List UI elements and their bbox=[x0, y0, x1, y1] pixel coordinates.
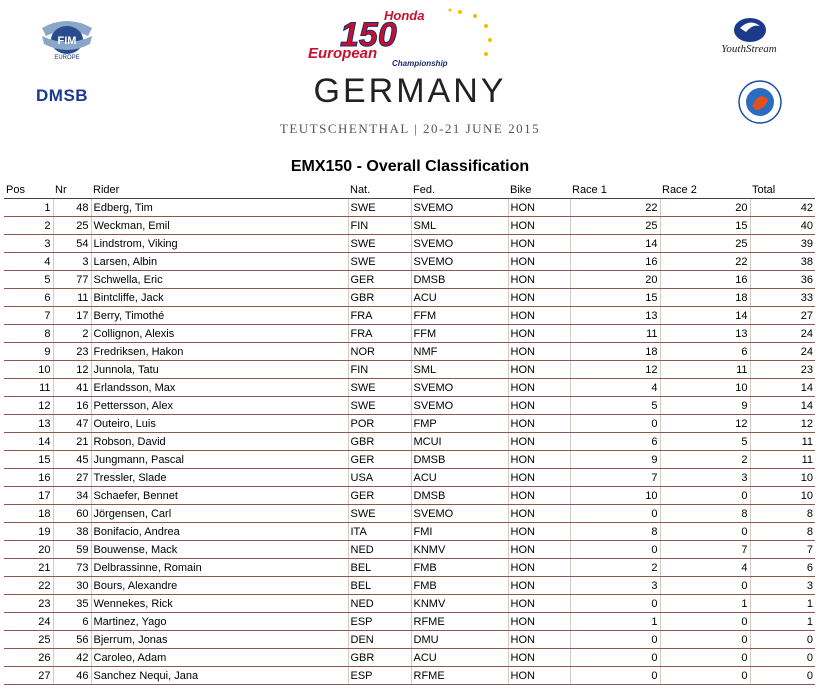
cell-fed: KNMV bbox=[411, 595, 508, 613]
cell-bike: HON bbox=[508, 217, 570, 235]
cell-race2: 4 bbox=[660, 559, 750, 577]
cell-bike: HON bbox=[508, 415, 570, 433]
cell-bike: HON bbox=[508, 379, 570, 397]
cell-fed: FMB bbox=[411, 559, 508, 577]
cell-nat: ITA bbox=[348, 523, 411, 541]
cell-total: 42 bbox=[750, 199, 815, 217]
cell-pos: 5 bbox=[4, 271, 53, 289]
cell-bike: HON bbox=[508, 235, 570, 253]
column-header-pos: Pos bbox=[4, 181, 53, 199]
cell-total: 0 bbox=[750, 649, 815, 667]
cell-pos: 21 bbox=[4, 559, 53, 577]
cell-race1: 0 bbox=[570, 631, 660, 649]
cell-bike: HON bbox=[508, 667, 570, 685]
cell-race2: 14 bbox=[660, 307, 750, 325]
cell-rider: Jörgensen, Carl bbox=[91, 505, 348, 523]
cell-rider: Sanchez Nequi, Jana bbox=[91, 667, 348, 685]
cell-fed: DMSB bbox=[411, 271, 508, 289]
cell-fed: MCUI bbox=[411, 433, 508, 451]
cell-race2: 10 bbox=[660, 379, 750, 397]
cell-rider: Berry, Timothé bbox=[91, 307, 348, 325]
cell-race2: 7 bbox=[660, 541, 750, 559]
cell-race1: 0 bbox=[570, 667, 660, 685]
cell-race2: 0 bbox=[660, 631, 750, 649]
honda-150-logo bbox=[300, 6, 520, 68]
cell-nr: 2 bbox=[53, 325, 91, 343]
cell-pos: 13 bbox=[4, 415, 53, 433]
cell-fed: ACU bbox=[411, 469, 508, 487]
cell-race1: 0 bbox=[570, 415, 660, 433]
cell-pos: 15 bbox=[4, 451, 53, 469]
cell-fed: RFME bbox=[411, 667, 508, 685]
cell-nat: SWE bbox=[348, 505, 411, 523]
cell-bike: HON bbox=[508, 487, 570, 505]
cell-total: 11 bbox=[750, 433, 815, 451]
cell-race1: 5 bbox=[570, 397, 660, 415]
classification-title: EMX150 - Overall Classification bbox=[290, 158, 530, 175]
cell-pos: 27 bbox=[4, 667, 53, 685]
table-row bbox=[4, 559, 815, 577]
cell-fed: FMP bbox=[411, 415, 508, 433]
event-venue-date: TEUTSCHENTHAL | 20-21 JUNE 2015 bbox=[279, 121, 541, 136]
cell-fed: NMF bbox=[411, 343, 508, 361]
cell-nat: FIN bbox=[348, 217, 411, 235]
table-row bbox=[4, 415, 815, 433]
cell-nat: NED bbox=[348, 541, 411, 559]
cell-nat: SWE bbox=[348, 199, 411, 217]
cell-race1: 8 bbox=[570, 523, 660, 541]
cell-race2: 0 bbox=[660, 577, 750, 595]
cell-race2: 2 bbox=[660, 451, 750, 469]
cell-total: 39 bbox=[750, 235, 815, 253]
cell-nr: 25 bbox=[53, 217, 91, 235]
cell-fed: SVEMO bbox=[411, 235, 508, 253]
cell-pos: 16 bbox=[4, 469, 53, 487]
table-row bbox=[4, 271, 815, 289]
cell-rider: Pettersson, Alex bbox=[91, 397, 348, 415]
cell-total: 12 bbox=[750, 415, 815, 433]
cell-rider: Collignon, Alexis bbox=[91, 325, 348, 343]
cell-fed: FMI bbox=[411, 523, 508, 541]
cell-total: 11 bbox=[750, 451, 815, 469]
cell-pos: 22 bbox=[4, 577, 53, 595]
table-row bbox=[4, 343, 815, 361]
column-header-fed: Fed. bbox=[411, 181, 508, 199]
cell-race2: 22 bbox=[660, 253, 750, 271]
cell-rider: Robson, David bbox=[91, 433, 348, 451]
cell-fed: RFME bbox=[411, 613, 508, 631]
logo-championship: Championship bbox=[392, 59, 448, 68]
cell-rider: Tressler, Slade bbox=[91, 469, 348, 487]
cell-fed: FMB bbox=[411, 577, 508, 595]
cell-race1: 0 bbox=[570, 505, 660, 523]
cell-pos: 4 bbox=[4, 253, 53, 271]
cell-race1: 22 bbox=[570, 199, 660, 217]
cell-fed: FFM bbox=[411, 307, 508, 325]
cell-fed: SVEMO bbox=[411, 379, 508, 397]
svg-text:FIM: FIM bbox=[57, 35, 77, 47]
cell-nr: 34 bbox=[53, 487, 91, 505]
cell-pos: 19 bbox=[4, 523, 53, 541]
cell-pos: 9 bbox=[4, 343, 53, 361]
cell-nat: NED bbox=[348, 595, 411, 613]
cell-bike: HON bbox=[508, 613, 570, 631]
cell-race2: 20 bbox=[660, 199, 750, 217]
cell-nr: 48 bbox=[53, 199, 91, 217]
cell-fed: ACU bbox=[411, 289, 508, 307]
cell-fed: SVEMO bbox=[411, 199, 508, 217]
cell-fed: DMU bbox=[411, 631, 508, 649]
table-row bbox=[4, 613, 815, 631]
cell-total: 7 bbox=[750, 541, 815, 559]
cell-rider: Outeiro, Luis bbox=[91, 415, 348, 433]
cell-pos: 11 bbox=[4, 379, 53, 397]
cell-total: 10 bbox=[750, 487, 815, 505]
cell-race1: 16 bbox=[570, 253, 660, 271]
cell-total: 24 bbox=[750, 343, 815, 361]
table-row bbox=[4, 307, 815, 325]
cell-nr: 11 bbox=[53, 289, 91, 307]
youthstream-label: YouthStream bbox=[721, 43, 777, 55]
column-header-total: Total bbox=[750, 181, 815, 199]
cell-rider: Bours, Alexandre bbox=[91, 577, 348, 595]
cell-race2: 0 bbox=[660, 613, 750, 631]
cell-pos: 7 bbox=[4, 307, 53, 325]
cell-race2: 5 bbox=[660, 433, 750, 451]
cell-pos: 23 bbox=[4, 595, 53, 613]
cell-fed: SML bbox=[411, 217, 508, 235]
cell-total: 8 bbox=[750, 505, 815, 523]
cell-nr: 6 bbox=[53, 613, 91, 631]
cell-fed: SVEMO bbox=[411, 253, 508, 271]
cell-nr: 60 bbox=[53, 505, 91, 523]
cell-bike: HON bbox=[508, 361, 570, 379]
cell-fed: ACU bbox=[411, 649, 508, 667]
cell-bike: HON bbox=[508, 559, 570, 577]
table-row bbox=[4, 433, 815, 451]
cell-fed: SVEMO bbox=[411, 505, 508, 523]
cell-pos: 17 bbox=[4, 487, 53, 505]
cell-pos: 10 bbox=[4, 361, 53, 379]
cell-race2: 3 bbox=[660, 469, 750, 487]
cell-nr: 17 bbox=[53, 307, 91, 325]
cell-rider: Bouwense, Mack bbox=[91, 541, 348, 559]
cell-race1: 9 bbox=[570, 451, 660, 469]
cell-bike: HON bbox=[508, 433, 570, 451]
cell-bike: HON bbox=[508, 577, 570, 595]
cell-nr: 45 bbox=[53, 451, 91, 469]
cell-race1: 11 bbox=[570, 325, 660, 343]
table-row bbox=[4, 361, 815, 379]
table-row bbox=[4, 451, 815, 469]
cell-nat: FRA bbox=[348, 325, 411, 343]
column-header-race2: Race 2 bbox=[660, 181, 750, 199]
cell-bike: HON bbox=[508, 595, 570, 613]
cell-fed: SML bbox=[411, 361, 508, 379]
cell-total: 33 bbox=[750, 289, 815, 307]
cell-race1: 0 bbox=[570, 649, 660, 667]
logo-european: European bbox=[308, 45, 378, 62]
cell-rider: Caroleo, Adam bbox=[91, 649, 348, 667]
cell-race1: 13 bbox=[570, 307, 660, 325]
table-row bbox=[4, 217, 815, 235]
youthstream-logo bbox=[712, 12, 786, 62]
cell-rider: Martinez, Yago bbox=[91, 613, 348, 631]
cell-race2: 15 bbox=[660, 217, 750, 235]
cell-bike: HON bbox=[508, 541, 570, 559]
cell-pos: 24 bbox=[4, 613, 53, 631]
cell-race1: 10 bbox=[570, 487, 660, 505]
table-row bbox=[4, 253, 815, 271]
cell-race2: 0 bbox=[660, 667, 750, 685]
cell-nr: 59 bbox=[53, 541, 91, 559]
cell-fed: KNMV bbox=[411, 541, 508, 559]
cell-pos: 6 bbox=[4, 289, 53, 307]
cell-pos: 8 bbox=[4, 325, 53, 343]
cell-total: 8 bbox=[750, 523, 815, 541]
cell-pos: 3 bbox=[4, 235, 53, 253]
cell-race2: 6 bbox=[660, 343, 750, 361]
cell-rider: Wennekes, Rick bbox=[91, 595, 348, 613]
cell-nat: SWE bbox=[348, 235, 411, 253]
logo-number: 150 bbox=[340, 16, 397, 54]
cell-nat: ESP bbox=[348, 667, 411, 685]
cell-rider: Bintcliffe, Jack bbox=[91, 289, 348, 307]
results-table bbox=[4, 181, 815, 685]
cell-race2: 11 bbox=[660, 361, 750, 379]
cell-rider: Bonifacio, Andrea bbox=[91, 523, 348, 541]
cell-race2: 13 bbox=[660, 325, 750, 343]
table-row bbox=[4, 379, 815, 397]
cell-total: 40 bbox=[750, 217, 815, 235]
cell-nr: 54 bbox=[53, 235, 91, 253]
cell-bike: HON bbox=[508, 523, 570, 541]
cell-rider: Jungmann, Pascal bbox=[91, 451, 348, 469]
dmsb-logo: DMSB bbox=[36, 86, 89, 105]
cell-nr: 3 bbox=[53, 253, 91, 271]
cell-bike: HON bbox=[508, 505, 570, 523]
cell-nat: SWE bbox=[348, 397, 411, 415]
table-row bbox=[4, 397, 815, 415]
cell-rider: Erlandsson, Max bbox=[91, 379, 348, 397]
table-row bbox=[4, 667, 815, 685]
cell-rider: Fredriksen, Hakon bbox=[91, 343, 348, 361]
cell-pos: 1 bbox=[4, 199, 53, 217]
cell-nr: 30 bbox=[53, 577, 91, 595]
cell-total: 36 bbox=[750, 271, 815, 289]
cell-rider: Lindstrom, Viking bbox=[91, 235, 348, 253]
cell-race2: 0 bbox=[660, 649, 750, 667]
cell-bike: HON bbox=[508, 325, 570, 343]
cell-total: 23 bbox=[750, 361, 815, 379]
cell-bike: HON bbox=[508, 199, 570, 217]
cell-pos: 20 bbox=[4, 541, 53, 559]
cell-race1: 0 bbox=[570, 595, 660, 613]
cell-race2: 18 bbox=[660, 289, 750, 307]
cell-nr: 38 bbox=[53, 523, 91, 541]
cell-total: 24 bbox=[750, 325, 815, 343]
column-header-nr: Nr bbox=[53, 181, 91, 199]
cell-nat: DEN bbox=[348, 631, 411, 649]
cell-nat: BEL bbox=[348, 577, 411, 595]
cell-nr: 77 bbox=[53, 271, 91, 289]
table-row bbox=[4, 631, 815, 649]
cell-race2: 25 bbox=[660, 235, 750, 253]
cell-total: 10 bbox=[750, 469, 815, 487]
cell-total: 14 bbox=[750, 379, 815, 397]
cell-race1: 20 bbox=[570, 271, 660, 289]
column-header-race1: Race 1 bbox=[570, 181, 660, 199]
cell-rider: Edberg, Tim bbox=[91, 199, 348, 217]
cell-nat: GER bbox=[348, 271, 411, 289]
cell-fed: FFM bbox=[411, 325, 508, 343]
cell-race2: 0 bbox=[660, 523, 750, 541]
table-row bbox=[4, 523, 815, 541]
cell-rider: Junnola, Tatu bbox=[91, 361, 348, 379]
cell-race1: 4 bbox=[570, 379, 660, 397]
table-row bbox=[4, 235, 815, 253]
cell-nat: FIN bbox=[348, 361, 411, 379]
cell-nat: GBR bbox=[348, 433, 411, 451]
cell-total: 1 bbox=[750, 595, 815, 613]
cell-nr: 12 bbox=[53, 361, 91, 379]
cell-race2: 1 bbox=[660, 595, 750, 613]
cell-rider: Schwella, Eric bbox=[91, 271, 348, 289]
cell-fed: DMSB bbox=[411, 487, 508, 505]
cell-race1: 6 bbox=[570, 433, 660, 451]
cell-fed: SVEMO bbox=[411, 397, 508, 415]
cell-nat: NOR bbox=[348, 343, 411, 361]
table-row bbox=[4, 469, 815, 487]
table-row bbox=[4, 541, 815, 559]
cell-total: 3 bbox=[750, 577, 815, 595]
table-row bbox=[4, 649, 815, 667]
cell-pos: 2 bbox=[4, 217, 53, 235]
header-row bbox=[4, 181, 815, 199]
cell-nat: ESP bbox=[348, 613, 411, 631]
cell-total: 27 bbox=[750, 307, 815, 325]
cell-total: 0 bbox=[750, 631, 815, 649]
cell-nat: SWE bbox=[348, 379, 411, 397]
cell-nat: POR bbox=[348, 415, 411, 433]
cell-nr: 21 bbox=[53, 433, 91, 451]
cell-bike: HON bbox=[508, 631, 570, 649]
cell-bike: HON bbox=[508, 343, 570, 361]
cell-bike: HON bbox=[508, 469, 570, 487]
cell-pos: 25 bbox=[4, 631, 53, 649]
cell-bike: HON bbox=[508, 397, 570, 415]
table-row bbox=[4, 289, 815, 307]
cell-pos: 14 bbox=[4, 433, 53, 451]
cell-bike: HON bbox=[508, 289, 570, 307]
cell-bike: HON bbox=[508, 271, 570, 289]
cell-nat: GER bbox=[348, 451, 411, 469]
cell-bike: HON bbox=[508, 253, 570, 271]
cell-bike: HON bbox=[508, 451, 570, 469]
cell-nat: SWE bbox=[348, 253, 411, 271]
cell-total: 0 bbox=[750, 667, 815, 685]
cell-race1: 15 bbox=[570, 289, 660, 307]
cell-bike: HON bbox=[508, 649, 570, 667]
cell-nr: 41 bbox=[53, 379, 91, 397]
cell-race1: 7 bbox=[570, 469, 660, 487]
cell-total: 1 bbox=[750, 613, 815, 631]
cell-nr: 56 bbox=[53, 631, 91, 649]
cell-rider: Bjerrum, Jonas bbox=[91, 631, 348, 649]
cell-race1: 2 bbox=[570, 559, 660, 577]
cell-nr: 23 bbox=[53, 343, 91, 361]
table-row bbox=[4, 325, 815, 343]
cell-race2: 12 bbox=[660, 415, 750, 433]
cell-race2: 8 bbox=[660, 505, 750, 523]
cell-nr: 73 bbox=[53, 559, 91, 577]
cell-race2: 0 bbox=[660, 487, 750, 505]
fim-label: EUROPE bbox=[54, 55, 80, 61]
cell-pos: 26 bbox=[4, 649, 53, 667]
cell-race1: 1 bbox=[570, 613, 660, 631]
cell-rider: Delbrassinne, Romain bbox=[91, 559, 348, 577]
cell-nr: 46 bbox=[53, 667, 91, 685]
cell-nat: FRA bbox=[348, 307, 411, 325]
cell-nat: GBR bbox=[348, 649, 411, 667]
column-header-nat: Nat. bbox=[348, 181, 411, 199]
cell-nr: 42 bbox=[53, 649, 91, 667]
fim-europe-logo bbox=[38, 14, 96, 62]
table-row bbox=[4, 577, 815, 595]
cell-total: 38 bbox=[750, 253, 815, 271]
page-header bbox=[0, 0, 820, 150]
cell-fed: DMSB bbox=[411, 451, 508, 469]
cell-race1: 3 bbox=[570, 577, 660, 595]
cell-nat: GER bbox=[348, 487, 411, 505]
cell-bike: HON bbox=[508, 307, 570, 325]
cell-race1: 0 bbox=[570, 541, 660, 559]
column-header-bike: Bike bbox=[508, 181, 570, 199]
cell-total: 6 bbox=[750, 559, 815, 577]
cell-race2: 9 bbox=[660, 397, 750, 415]
cell-rider: Schaefer, Bennet bbox=[91, 487, 348, 505]
event-country: GERMANY bbox=[313, 72, 507, 110]
cell-race1: 25 bbox=[570, 217, 660, 235]
cell-nat: GBR bbox=[348, 289, 411, 307]
column-header-rider: Rider bbox=[91, 181, 348, 199]
table-row bbox=[4, 199, 815, 217]
logo-brand: Honda bbox=[384, 8, 425, 23]
cell-nr: 27 bbox=[53, 469, 91, 487]
cell-nat: BEL bbox=[348, 559, 411, 577]
cell-race1: 18 bbox=[570, 343, 660, 361]
table-row bbox=[4, 487, 815, 505]
cell-pos: 18 bbox=[4, 505, 53, 523]
cell-race2: 16 bbox=[660, 271, 750, 289]
cell-nat: USA bbox=[348, 469, 411, 487]
circuit-seal-logo bbox=[738, 80, 782, 124]
table-row bbox=[4, 595, 815, 613]
cell-rider: Larsen, Albin bbox=[91, 253, 348, 271]
cell-total: 14 bbox=[750, 397, 815, 415]
table-row bbox=[4, 505, 815, 523]
cell-nr: 35 bbox=[53, 595, 91, 613]
cell-nr: 47 bbox=[53, 415, 91, 433]
cell-race1: 14 bbox=[570, 235, 660, 253]
cell-pos: 12 bbox=[4, 397, 53, 415]
cell-nr: 16 bbox=[53, 397, 91, 415]
cell-rider: Weckman, Emil bbox=[91, 217, 348, 235]
cell-race1: 12 bbox=[570, 361, 660, 379]
